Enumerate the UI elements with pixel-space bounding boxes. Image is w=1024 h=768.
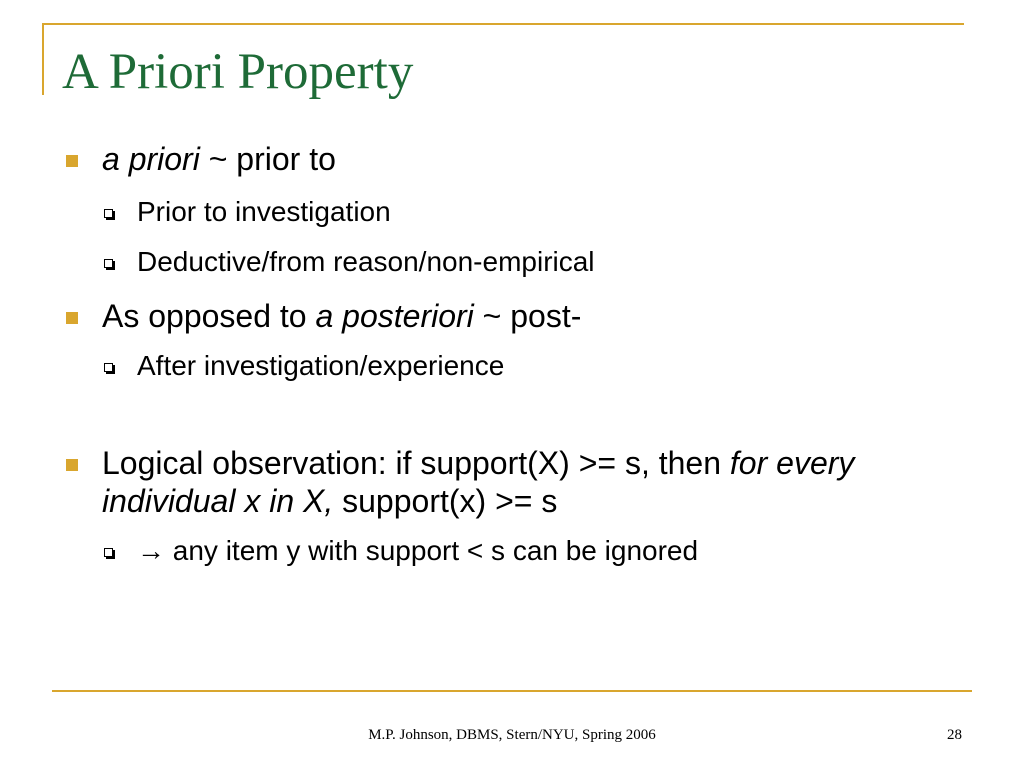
title-frame-left-rule: [42, 23, 44, 95]
sub-bullet-1-2-text: Deductive/from reason/non-empirical: [137, 246, 595, 277]
sub-bullet-3-1-text: → any item y with support < s can be ignored: [137, 535, 699, 566]
hollow-square-bullet-icon: [104, 259, 113, 268]
bullet-2: [62, 297, 962, 335]
hollow-square-bullet-icon: [104, 209, 113, 218]
bullet-3-italic-text: for every individual x in X,: [102, 445, 855, 519]
bullet-3: [62, 444, 962, 520]
bullet-3-text: Logical observation: if support(X) >= s, then: [102, 445, 730, 481]
hollow-square-bullet-icon: [104, 548, 113, 557]
sub-bullet-1-1-text: Prior to investigation: [137, 196, 391, 227]
bullet-3-text-end: support(x) >= s: [333, 483, 558, 519]
sub-bullet-3-1: [62, 534, 962, 568]
title-frame-top-rule: [42, 23, 964, 25]
square-bullet-icon: [66, 155, 78, 167]
bullet-1-text: ~ prior to: [199, 141, 336, 177]
slide-title: A Priori Property: [62, 44, 414, 100]
bullet-2-italic-text: a posteriori: [315, 298, 474, 334]
sub-bullet-1-1: [62, 195, 962, 229]
slide-content: [62, 140, 962, 568]
square-bullet-icon: [66, 459, 78, 471]
bullet-1: [62, 140, 962, 178]
hollow-square-bullet-icon: [104, 363, 113, 372]
footer-rule: [52, 690, 972, 692]
page-number: 28: [947, 727, 962, 743]
sub-bullet-2-1: [62, 349, 962, 383]
bullet-1-italic-text: a priori: [102, 141, 200, 177]
bullet-2-text-end: ~ post-: [473, 298, 582, 334]
sub-bullet-2-1-text: After investigation/experience: [137, 350, 505, 381]
footer-text: M.P. Johnson, DBMS, Stern/NYU, Spring 2006: [368, 727, 656, 743]
sub-bullet-1-2: [62, 245, 962, 279]
bullet-2-text: As opposed to: [102, 298, 316, 334]
square-bullet-icon: [66, 312, 78, 324]
